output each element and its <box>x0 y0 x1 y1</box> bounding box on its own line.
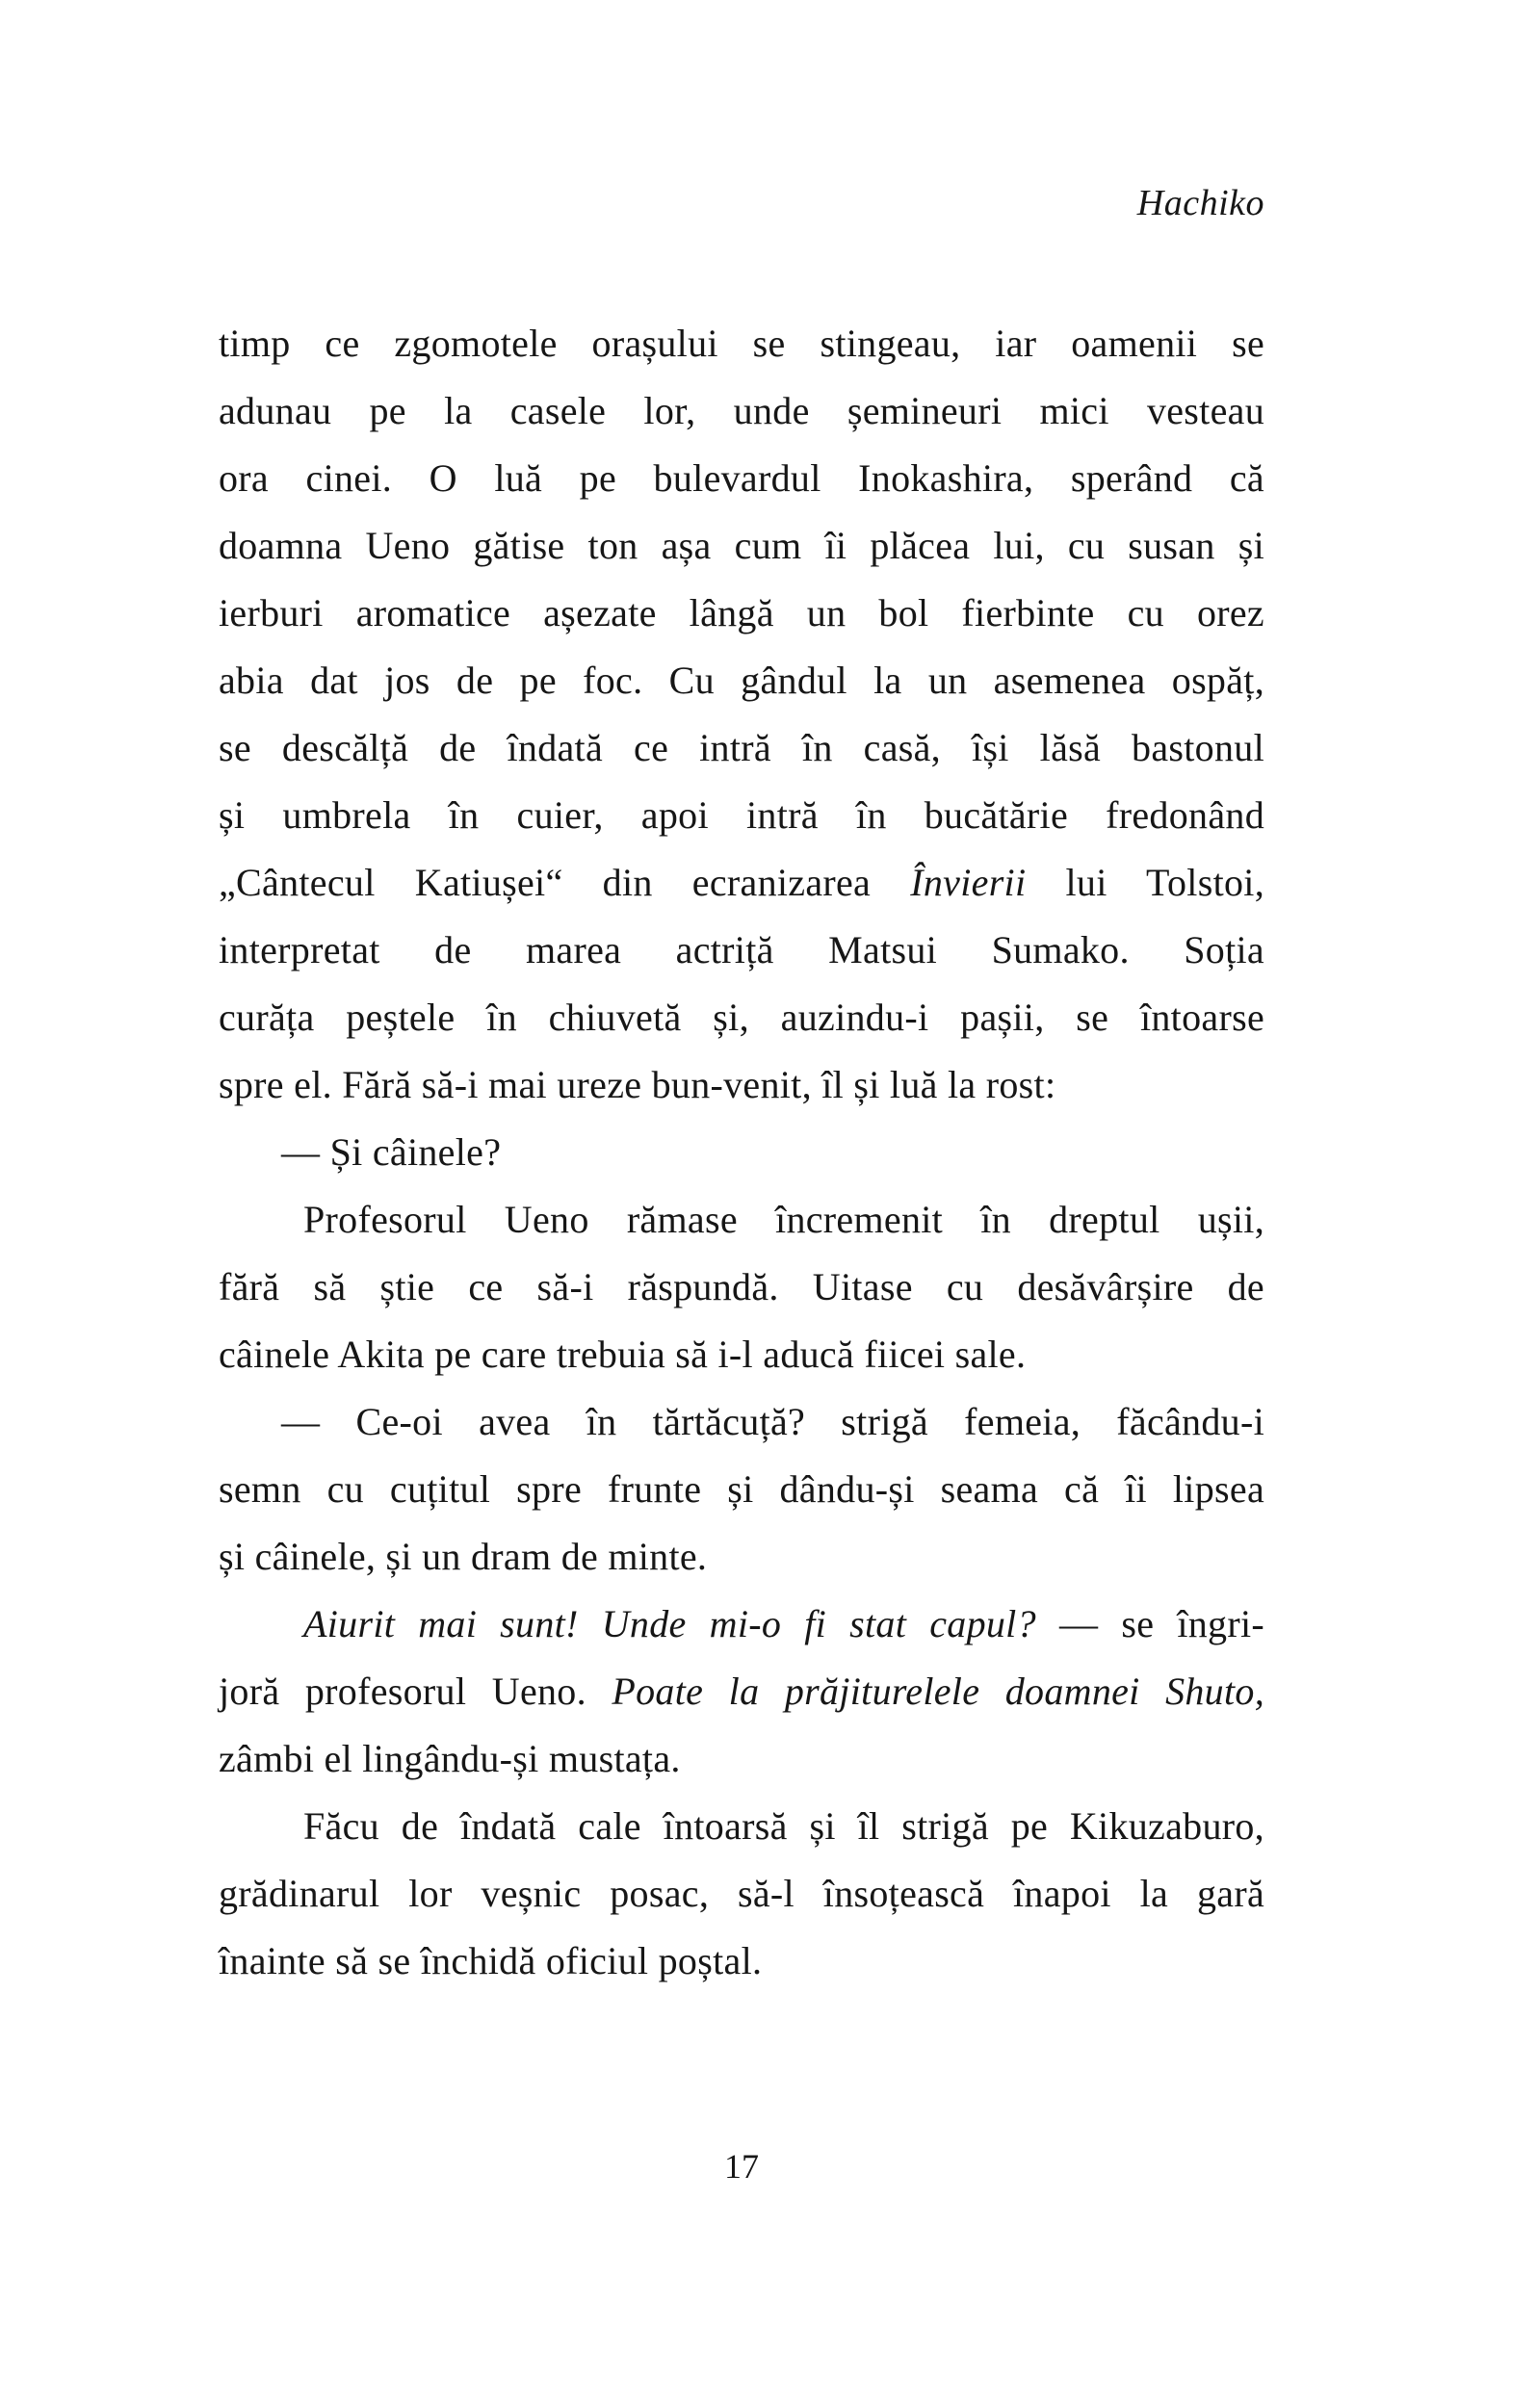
text-segment: se descălță de îndată ce intră în casă, își lăsă bastonul <box>219 726 1264 769</box>
text-line <box>219 1321 1264 1388</box>
text-segment: curăța peștele în chiuvetă și, auzindu-i pașii, se întoarse <box>219 996 1264 1039</box>
running-header: Hachiko <box>1136 183 1264 223</box>
text-line <box>219 1523 1264 1591</box>
text-line <box>219 310 1264 377</box>
text-line <box>219 1051 1264 1119</box>
text-segment: adunau pe la casele lor, unde șemineuri mici vesteau <box>219 389 1264 432</box>
text-line <box>219 1591 1264 1658</box>
text-line <box>219 647 1264 714</box>
text-segment: Făcu de îndată cale întoarsă și îl strigă pe Kikuzaburo, <box>303 1804 1264 1848</box>
text-line <box>219 1186 1264 1254</box>
text-segment: ierburi aromatice așezate lângă un bol fierbinte cu orez <box>219 591 1264 634</box>
text-segment: — Și câinele? <box>281 1130 502 1174</box>
text-line <box>219 714 1264 782</box>
text-segment: ora cinei. O luă pe bulevardul Inokashira, sperând că <box>219 456 1264 500</box>
text-line <box>219 445 1264 512</box>
text-line <box>219 1860 1264 1928</box>
text-segment: și umbrela în cuier, apoi intră în bucătărie fredonând <box>219 793 1264 837</box>
text-segment: câinele Akita pe care trebuia să i-l aducă fiicei sale. <box>219 1333 1027 1376</box>
text-segment: zâmbi el lingându-și mustața. <box>219 1737 681 1780</box>
text-segment: și câinele, și un dram de minte. <box>219 1535 708 1578</box>
text-segment: abia dat jos de pe foc. Cu gândul la un asemenea ospăț, <box>219 659 1264 702</box>
text-segment: lui Tolstoi, <box>1026 861 1265 904</box>
text-segment: interpretat de marea actriță Matsui Sumako. Soția <box>219 928 1264 971</box>
text-segment: — se îngri- <box>1035 1602 1264 1645</box>
text-line <box>219 1388 1264 1456</box>
text-segment: fără să știe ce să-i răspundă. Uitase cu desăvârșire de <box>219 1265 1264 1308</box>
text-segment: „Cântecul Katiușei“ din ecranizarea <box>219 861 911 904</box>
italic-text-segment: Poate la prăjiturelele doamnei Shuto, <box>612 1670 1264 1713</box>
text-segment: semn cu cuțitul spre frunte și dându-și seama că îi lipsea <box>219 1467 1264 1511</box>
page-number: 17 <box>724 2147 759 2186</box>
text-line <box>219 1456 1264 1523</box>
text-segment: — Ce-oi avea în tărtăcuță? strigă femeia, făcându-i <box>281 1400 1264 1443</box>
text-line <box>219 377 1264 445</box>
text-line <box>219 1928 1264 1995</box>
text-line <box>219 1658 1264 1725</box>
text-line <box>219 1254 1264 1321</box>
text-line <box>219 917 1264 984</box>
text-line <box>219 512 1264 580</box>
text-segment: Profesorul Ueno rămase încremenit în dreptul ușii, <box>303 1198 1264 1241</box>
text-segment: înainte să se închidă oficiul poștal. <box>219 1939 763 1982</box>
text-line <box>219 1725 1264 1793</box>
text-segment: timp ce zgomotele orașului se stingeau, iar oamenii se <box>219 322 1264 365</box>
text-line <box>219 782 1264 849</box>
text-segment: doamna Ueno gătise ton așa cum îi plăcea lui, cu susan și <box>219 524 1264 567</box>
text-segment: grădinarul lor veșnic posac, să-l însoțească înapoi la gară <box>219 1872 1264 1915</box>
text-segment: spre el. Fără să-i mai ureze bun-venit, îl și luă la rost: <box>219 1063 1056 1106</box>
italic-text-segment: Învierii <box>910 861 1027 904</box>
page-body <box>219 310 1264 1995</box>
text-line <box>219 849 1264 917</box>
text-line <box>219 984 1264 1051</box>
text-segment: joră profesorul Ueno. <box>219 1670 612 1713</box>
text-line <box>219 580 1264 647</box>
text-line <box>219 1793 1264 1860</box>
italic-text-segment: Aiurit mai sunt! Unde mi-o fi stat capul? <box>303 1602 1036 1645</box>
text-line <box>219 1119 1264 1186</box>
